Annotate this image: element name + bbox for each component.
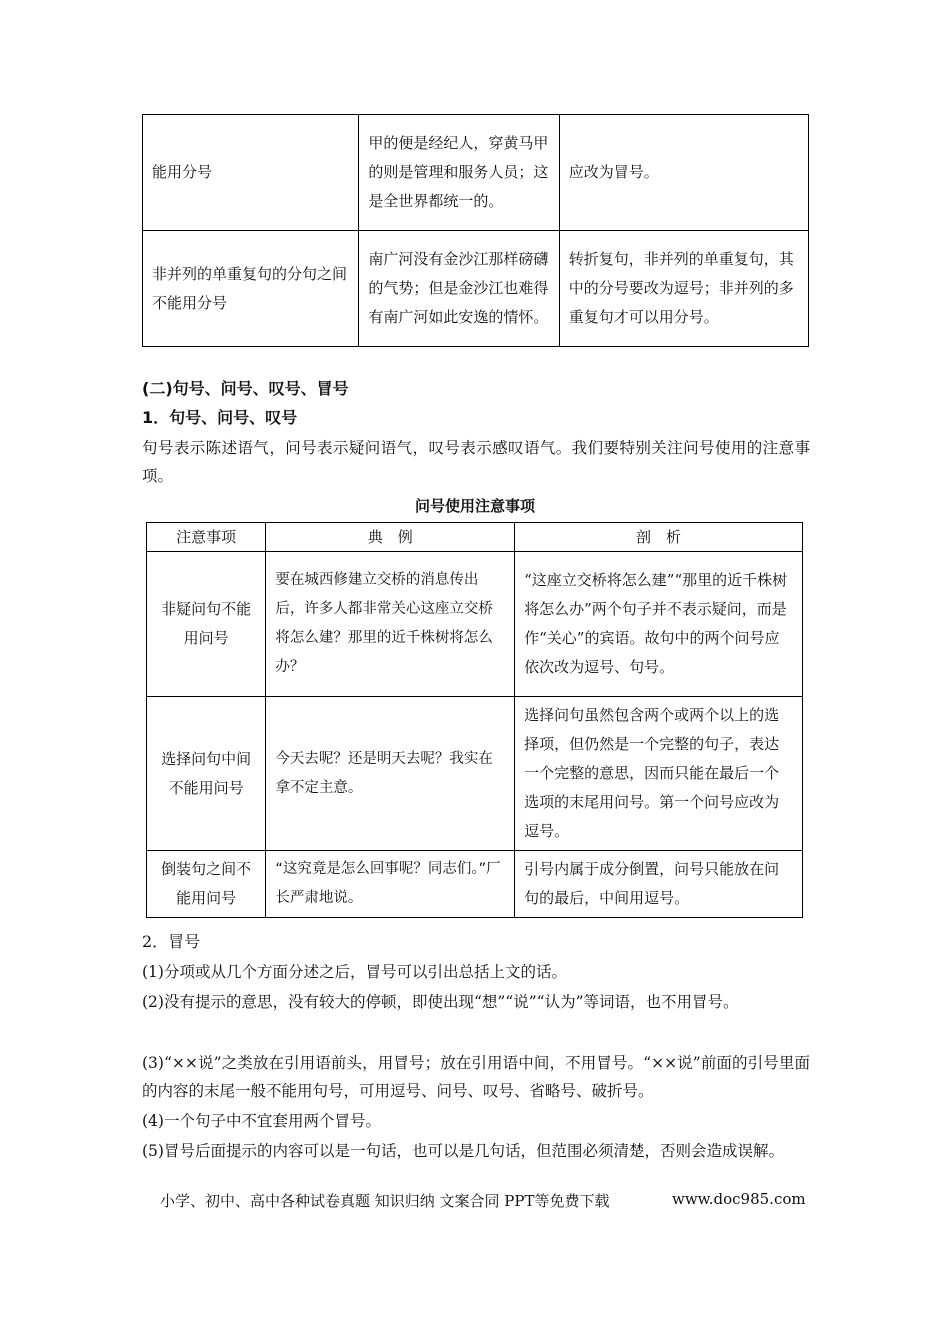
table-cell-example: 今天去呢？还是明天去呢？我实在拿不定主意。 — [266, 697, 515, 851]
table-row — [147, 697, 803, 851]
table-row — [143, 231, 809, 347]
subsection-heading: 2．冒号 — [142, 932, 201, 951]
colon-point: (3)“××说”之类放在引用语前头，用冒号；放在引用语中间，不用冒号。“××说”前面的引号里面的内容的末尾一般不能用句号，可用逗号、问号、叹号、省略号、破折号。 — [142, 1054, 810, 1100]
column-header: 剖 析 — [515, 523, 803, 552]
colon-point: (5)冒号后面提示的内容可以是一句话，也可以是几句话，但范围必须清楚，否则会造成误解。 — [142, 1142, 784, 1160]
colon-point: (1)分项或从几个方面分述之后，冒号可以引出总括上文的话。 — [142, 963, 567, 981]
table-cell-note: 选择问句中间不能用问号 — [147, 697, 266, 851]
page-footer — [160, 1190, 806, 1211]
intro-paragraph: 句号表示陈述语气，问号表示疑问语气，叹号表示感叹语气。我们要特别关注问号使用的注意事项。 — [142, 439, 810, 485]
table-header-row — [147, 523, 803, 552]
section-heading: (二)句号、问号、叹号、冒号 — [142, 379, 349, 398]
table-cell-analysis: 选择问句虽然包含两个或两个以上的选择项，但仍然是一个完整的句子，表达一个完整的意思，因而只能在最后一个选项的末尾用问号。第一个问号应改为逗号。 — [515, 697, 803, 851]
table-cell-analysis: 应改为冒号。 — [559, 115, 808, 231]
table-cell-example: 甲的便是经纪人，穿黄马甲的则是管理和服务人员；这是全世界都统一的。 — [359, 115, 559, 231]
table-cell-example: 南广河没有金沙江那样磅礴的气势；但是金沙江也难得有南广河如此安逸的情怀。 — [359, 231, 559, 347]
table-cell-note: 非疑问句不能用问号 — [147, 552, 266, 697]
semicolon-rules-table — [142, 114, 809, 347]
table-cell-example: 要在城西修建立交桥的消息传出后，许多人都非常关心这座立交桥将怎么建？那里的近千株树将怎么办？ — [266, 552, 515, 697]
table-cell-label: 非并列的单重复句的分句之间不能用分号 — [143, 231, 359, 347]
table-cell-example: “这究竟是怎么回事呢？同志们。”厂长严肃地说。 — [266, 851, 515, 918]
colon-point: (4)一个句子中不宜套用两个冒号。 — [142, 1112, 381, 1130]
subsection-heading: 1．句号、问号、叹号 — [142, 408, 298, 427]
table-cell-label: 能用分号 — [143, 115, 359, 231]
column-header: 典 例 — [266, 523, 515, 552]
table-cell-analysis: “这座立交桥将怎么建”“那里的近千株树将怎么办”两个句子并不表示疑问，而是作“关心”的宾语。故句中的两个问号应依次改为逗号、句号。 — [515, 552, 803, 697]
colon-point: (2)没有提示的意思，没有较大的停顿，即使出现“想”“说”“认为”等词语，也不用冒号。 — [142, 993, 739, 1011]
table-cell-analysis: 转折复句，非并列的单重复句，其中的分号要改为逗号；非并列的多重复句才可以用分号。 — [559, 231, 808, 347]
table-row — [143, 115, 809, 231]
table-row — [147, 552, 803, 697]
table-row — [147, 851, 803, 918]
footer-site-link[interactable]: www.doc985.com — [672, 1190, 806, 1208]
column-header: 注意事项 — [147, 523, 266, 552]
footer-text: 小学、初中、高中各种试卷真题 知识归纳 文案合同 PPT等免费下载 — [160, 1192, 610, 1210]
table-caption: 问号使用注意事项 — [414, 497, 535, 515]
table-cell-analysis: 引号内属于成分倒置，问号只能放在问句的最后，中间用逗号。 — [515, 851, 803, 918]
question-mark-table — [146, 522, 803, 918]
table-cell-note: 倒装句之间不能用问号 — [147, 851, 266, 918]
